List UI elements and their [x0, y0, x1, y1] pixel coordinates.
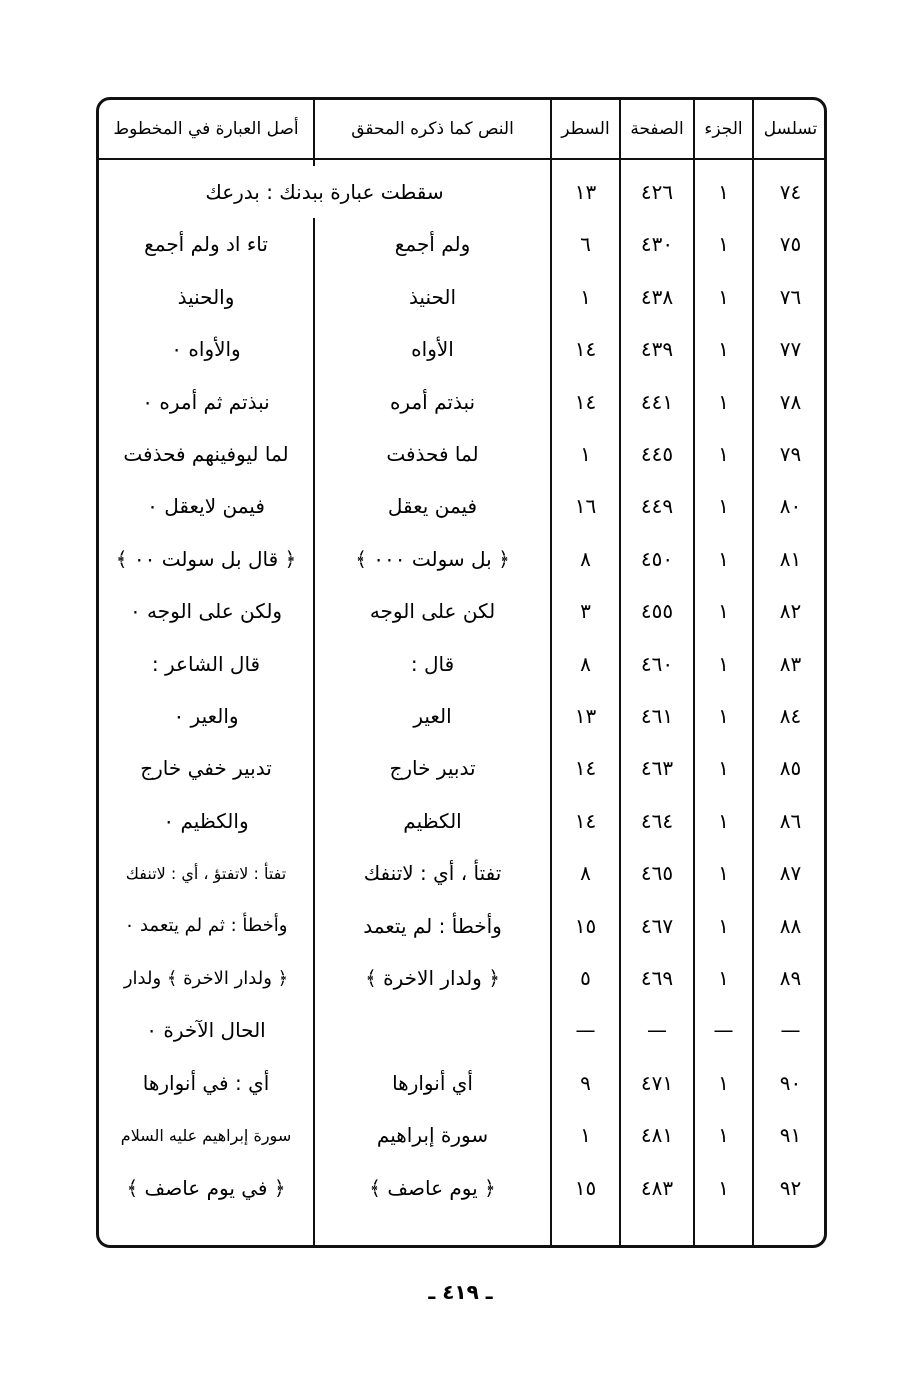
- part-cell: ١: [718, 756, 729, 781]
- page-cell: ٤٧١: [640, 1070, 674, 1095]
- original-text-cell: ﴿ في يوم عاصف ﴾: [126, 1175, 286, 1200]
- table-row: [99, 166, 824, 218]
- table-row: [99, 271, 824, 323]
- serial-cell: ٧٦: [779, 284, 802, 309]
- editor-text-cell: نبذتم أمره: [389, 389, 476, 414]
- page-cell: ٤٤٩: [640, 494, 674, 519]
- line-cell: ١٣: [574, 704, 597, 728]
- line-cell: ١٥: [574, 1175, 597, 1200]
- table-row: [99, 742, 824, 794]
- line-cell: ٨: [580, 651, 591, 676]
- editor-text-cell: فيمن يعقل: [387, 494, 478, 519]
- editor-text-cell: الأواه: [411, 337, 454, 362]
- page-cell: ٤٣٠: [640, 232, 674, 257]
- original-text-cell: ﴿ قال بل سولت ٠٠ ﴾: [115, 546, 297, 571]
- original-text-cell: أي : في أنوارها: [142, 1070, 270, 1095]
- editor-text-cell: [315, 1004, 550, 1056]
- serial-cell: ٨٧: [779, 861, 802, 886]
- part-cell: ١: [718, 651, 729, 676]
- original-text-cell: الحال الآخرة ٠: [146, 1018, 266, 1043]
- page-cell: ٤٦٠: [640, 651, 674, 676]
- serial-cell: ٩٠: [779, 1070, 802, 1095]
- original-text-cell: والكظيم ٠: [163, 808, 249, 833]
- serial-cell: ٨٦: [779, 808, 802, 833]
- part-cell: ١: [718, 494, 729, 519]
- table-row: [99, 900, 824, 952]
- line-cell: ٥: [580, 966, 591, 990]
- line-cell: ٨: [580, 546, 591, 571]
- serial-cell: ٨١: [779, 546, 802, 571]
- part-cell: ١: [718, 966, 729, 990]
- part-cell: ١: [718, 284, 729, 309]
- table-row: [99, 1057, 824, 1109]
- page-number: ـ ٤١٩ ـ: [428, 1280, 493, 1304]
- table-frame: [96, 97, 827, 1248]
- line-cell: —: [575, 1018, 596, 1043]
- table-row: [99, 480, 824, 532]
- part-cell: ١: [718, 442, 729, 466]
- header-line: السطر: [561, 119, 610, 139]
- table-row: [99, 795, 824, 847]
- original-text-cell: والعير ٠: [173, 704, 239, 728]
- part-cell: ١: [718, 232, 729, 257]
- header-part: الجزء: [704, 119, 743, 139]
- part-cell: —: [713, 1018, 734, 1043]
- editor-text-cell: ولم أجمع: [394, 232, 471, 257]
- header-divider: [99, 158, 824, 160]
- part-cell: ١: [718, 546, 729, 571]
- line-cell: ١٥: [574, 913, 597, 938]
- page-cell: ٤٦٧: [640, 913, 674, 938]
- page-cell: ٤٦٤: [640, 808, 674, 833]
- editor-text-cell: الحنيذ: [408, 284, 457, 309]
- part-cell: ١: [718, 389, 729, 414]
- serial-cell: ٨٨: [779, 913, 802, 938]
- line-cell: ١٤: [574, 808, 597, 833]
- editor-text-cell: أي أنوارها: [392, 1070, 473, 1095]
- original-text-cell: تفتأ : لاتفتؤ ، أي : لاتنفك: [125, 863, 287, 883]
- serial-cell: ٩٢: [779, 1175, 802, 1200]
- page-cell: ٤٣٨: [640, 284, 674, 309]
- serial-cell: ٨٠: [779, 494, 802, 519]
- page-cell: ٤٢٦: [640, 180, 674, 204]
- line-cell: ١٣: [574, 180, 597, 204]
- table-row: [99, 847, 824, 899]
- original-text-cell: تاء اد ولم أجمع: [144, 232, 268, 257]
- page-cell: ٤٤٥: [640, 442, 674, 466]
- line-cell: ١٤: [574, 389, 597, 414]
- serial-cell: ٧٩: [779, 442, 802, 466]
- editor-text-cell: لكن على الوجه: [369, 599, 496, 624]
- line-cell: ١٤: [574, 337, 597, 362]
- serial-cell: ٨٣: [779, 651, 802, 676]
- editor-text-cell: قال :: [410, 651, 455, 676]
- part-cell: ١: [718, 337, 729, 362]
- original-text-cell: تدبير خفي خارج: [140, 756, 272, 781]
- line-cell: ١: [580, 442, 591, 466]
- table-row: [99, 323, 824, 375]
- header-serial: تسلسل: [763, 119, 818, 139]
- page-cell: ٤٥٥: [640, 599, 674, 624]
- page-cell: ٤٤١: [640, 389, 674, 414]
- line-cell: ١: [580, 284, 591, 309]
- table-row: [99, 638, 824, 690]
- page-cell: ٤٣٩: [640, 337, 674, 362]
- original-text-cell: ﴿ ولدار الاخرة ﴾ ولدار: [123, 967, 289, 989]
- editor-text-cell: الكظيم: [403, 808, 462, 833]
- page-cell: ٤٥٠: [640, 546, 674, 571]
- original-text-cell: نبذتم ثم أمره ٠: [142, 389, 270, 414]
- editor-text-cell: تدبير خارج: [389, 756, 476, 781]
- table-row: [99, 428, 824, 480]
- original-text-cell: قال الشاعر :: [151, 651, 261, 676]
- original-text-cell: والأواه ٠: [171, 337, 241, 362]
- table-row: [99, 533, 824, 585]
- part-cell: ١: [718, 1175, 729, 1200]
- table-row: [99, 585, 824, 637]
- original-text-cell: وأخطأ : ثم لم يتعمد ٠: [124, 915, 288, 937]
- header-original-text: أصل العبارة في المخطوط: [113, 119, 299, 139]
- part-cell: ١: [718, 599, 729, 624]
- serial-cell: ٧٤: [779, 180, 802, 204]
- original-text-cell: لما ليوفينهم فحذفت: [123, 442, 289, 466]
- part-cell: ١: [718, 180, 729, 204]
- original-text-cell: سورة إبراهيم عليه السلام: [120, 1125, 292, 1145]
- serial-cell: —: [780, 1018, 801, 1043]
- serial-cell: ٧٥: [779, 232, 802, 257]
- original-text-cell: فيمن لايعقل ٠: [147, 494, 265, 519]
- line-cell: ٦: [580, 232, 591, 257]
- original-text-cell: والحنيذ: [177, 284, 235, 309]
- table-row: [99, 1162, 824, 1214]
- header-editor-text: النص كما ذكره المحقق: [351, 119, 514, 139]
- part-cell: ١: [718, 808, 729, 833]
- editor-text-cell: لما فحذفت: [386, 442, 479, 466]
- page-cell: ٤٨١: [640, 1123, 674, 1148]
- merged-text-cell: سقطت عبارة ببدنك : بدرعك: [99, 166, 550, 218]
- part-cell: ١: [718, 1070, 729, 1095]
- serial-cell: ٨٩: [779, 966, 802, 990]
- editor-text-cell: ﴿ يوم عاصف ﴾: [369, 1175, 496, 1200]
- part-cell: ١: [718, 861, 729, 886]
- serial-cell: ٧٧: [779, 337, 802, 362]
- page-cell: ٤٦٥: [640, 861, 674, 886]
- serial-cell: ٧٨: [779, 389, 802, 414]
- line-cell: ٨: [580, 861, 591, 886]
- line-cell: ١: [580, 1123, 591, 1148]
- serial-cell: ٨٥: [779, 756, 802, 781]
- original-text-cell: ولكن على الوجه ٠: [129, 599, 283, 624]
- editor-text-cell: سورة إبراهيم: [376, 1123, 489, 1148]
- table-row: [99, 218, 824, 270]
- table-row: [99, 690, 824, 742]
- serial-cell: ٩١: [779, 1123, 802, 1148]
- line-cell: ١٦: [574, 494, 597, 519]
- editor-text-cell: ﴿ ولدار الاخرة ﴾: [365, 966, 500, 990]
- table-row: [99, 952, 824, 1004]
- table-row: [99, 1004, 824, 1056]
- serial-cell: ٨٢: [779, 599, 802, 624]
- page-cell: —: [647, 1018, 667, 1043]
- table-row: [99, 1109, 824, 1161]
- serial-cell: ٨٤: [779, 704, 802, 728]
- page-cell: ٤٦٣: [640, 756, 674, 781]
- header-page: الصفحة: [630, 119, 684, 139]
- part-cell: ١: [718, 704, 729, 728]
- line-cell: ٩: [580, 1070, 591, 1095]
- line-cell: ١٤: [574, 756, 597, 781]
- table-row: [99, 376, 824, 428]
- part-cell: ١: [718, 1123, 729, 1148]
- part-cell: ١: [718, 913, 729, 938]
- editor-text-cell: العير: [413, 704, 452, 728]
- page-cell: ٤٦٩: [640, 966, 674, 990]
- line-cell: ٣: [580, 599, 591, 624]
- page-cell: ٤٨٣: [640, 1175, 674, 1200]
- page-cell: ٤٦١: [640, 704, 674, 728]
- editor-text-cell: وأخطأ : لم يتعمد: [363, 913, 502, 938]
- editor-text-cell: ﴿ بل سولت ٠٠٠ ﴾: [355, 546, 510, 571]
- editor-text-cell: تفتأ ، أي : لاتنفك: [363, 861, 502, 886]
